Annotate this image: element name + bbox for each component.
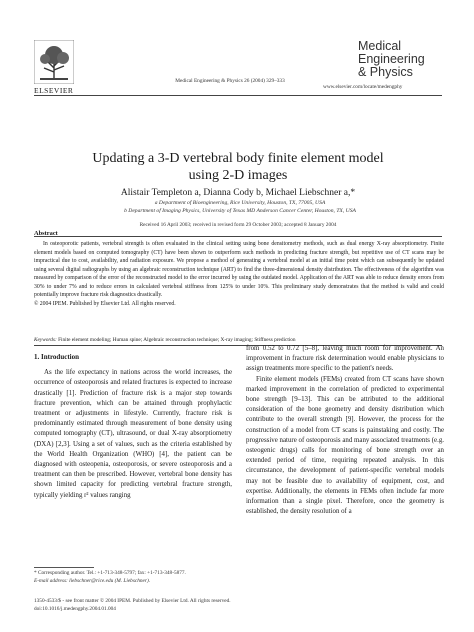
title-line: Updating a 3-D vertebral body finite element model [92,151,384,166]
journal-logo-line: & Physics [358,65,413,79]
corresponding-author: * Corresponding author. Tel.: +1-713-348-5797; fax: +1-713-348-5877. [34,570,186,576]
elsevier-tree-logo [34,40,74,84]
journal-logo-line: Engineering [358,52,425,66]
section-heading: 1. Introduction [34,353,79,361]
right-column [246,344,444,517]
affiliation-b: b Department of Imaging Physics, University of Texas MD Anderson Cancer Center, Houston, TX, USA [124,208,356,214]
issn-line [34,598,231,613]
keywords-list: Finite element modeling; Human spine; Algebraic reconstruction technique; X-ray imaging; Stiffness prediction [58,337,296,343]
keywords [34,337,444,343]
journal-logo [358,40,425,79]
journal-citation: Medical Engineering & Physics 26 (2004) 329–333 [175,78,285,84]
received-dates: Received 16 April 2003; received in revised form 29 October 2003; accepted 8 January 2004 [139,222,337,228]
affiliation-a: a Department of Bioengineering, Rice University, Houston, TX, 77005, USA [154,200,326,206]
abstract-top-rule [34,236,442,237]
publisher-name: ELSEVIER [34,86,74,95]
abstract-copyright: © 2004 IPEM. Published by Elsevier Ltd. All rights reserved. [34,300,176,307]
abstract-body [34,240,444,308]
doi-link[interactable]: doi:10.1016/j.medengphy.2004.01.004 [34,605,116,612]
footnote-rule [34,567,94,568]
title-line: using 2-D images [188,168,288,183]
issn-text: 1350-4533/$ - see front matter © 2004 IPEM. Published by Elsevier Ltd. All rights reserved. [34,598,231,604]
header-rule [34,95,442,96]
footnote [34,570,232,585]
intro-paragraph: As the life expectancy in nations across the world increases, the occurrence of osteoporosis and related fractures is expected to increase drastically [1]. Prediction of fracture risk is a major step towards fracture prevention, which can be attained through prophylactic treatment or adjustments in lifestyle. Currently, fracture risk is predominantly estimated through measurement of bone density using computed tomography (CT), ultrasound, or dual X-ray absorptiometry (DXA) [2,3]. Using a set of values, such as the criteria established by the World Health Organization (WHO) [4], the patient can be diagnosed with osteopenia, osteoporosis, or severe osteoporosis and a treatment can then be prescribed. However, vertebral bone density has shown limited capacity for predicting vertebral fracture strength, typically yielding r² values ranging [34,369,232,499]
keywords-label: Keywords: [34,337,57,343]
journal-logo-line: Medical [358,39,402,53]
intro-paragraph: from 0.52 to 0.72 [5–8], leaving much room for improvement. An improvement in fracture risk determination would enable physicians to assign treatments more specific to the patient's needs. [246,345,444,373]
author-email: E-mail address: liebschner@rice.edu (M. Liebschner). [34,577,151,584]
author-list: Alistair Templeton a, Dianna Cody b, Michael Liebschner a,* [120,188,356,198]
abstract-paragraph: In osteoporotic patients, vertebral strength is often evaluated in the clinical setting using bone densitometry methods, such as dual energy X-ray absorptiometry. Finite element models based on computed tomography (CT) have been shown to outperform such methods in predicting fracture strength, but repetitive use of CT scans may be impractical due to cost, availability, and radiation exposure. We propose a method of generating a vertebral model at an initial time point which can subsequently be updated using several digital radiographs by using an algebraic reconstruction technique (ART) to find the three-dimensional density distribution. The effectiveness of the algorithm was measured by comparison of the error of the reconstructed model to the error incurred by using the outdated model. Application of the ART was able to reduce density errors from 30% to under 7% and to reduce errors in calculated vertebral stiffness from 125% to under 10%. This preliminary study demonstrates that the method is valid and could potentially improve fracture risk diagnostics drastically. [34,241,444,298]
left-column [34,344,232,501]
abstract-heading: Abstract [34,230,58,237]
journal-url-link[interactable]: www.elsevier.com/locate/medengphy [323,84,403,90]
intro-paragraph: Finite element models (FEMs) created from CT scans have shown marked improvement in the correlation of predicted to experimental bone strength [9–13]. This can be attributed to the additional consideration of the bone geometry and density distribution which contribute to the overall strength [9]. However, the process for the construction of a model from CT scans is painstaking and costly. The progressive nature of osteoporosis and many associated treatments (e.g. osteogenic drugs) calls for monitoring of bone strength over an extended period of time, requiring repeated analysis. In this circumstance, the development of patient-specific vertebral models may not be feasible due to availability of equipment, cost, and expertise. Additionally, the elements in FEMs often include far more information than a single pixel. Therefore, once the geometry is established, the density resolution of a [246,375,444,516]
article-title [60,150,416,184]
